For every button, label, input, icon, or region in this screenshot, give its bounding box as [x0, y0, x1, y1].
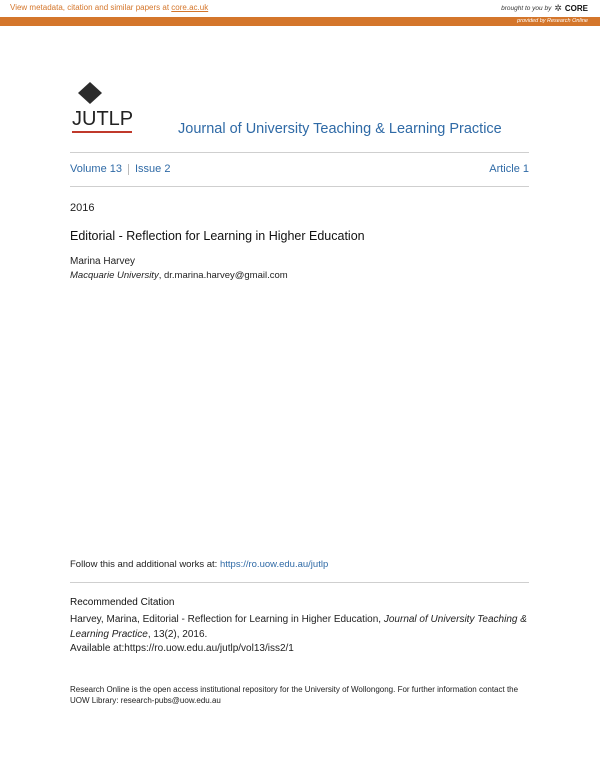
repository-footer: Research Online is the open access institutional repository for the University of Wollongong. For further information contact the UOW Library: research-pubs@uow.edu.au	[70, 685, 519, 705]
follow-text: Follow this and additional works at:	[70, 559, 220, 570]
brought-to-you-text: brought to you by	[501, 5, 552, 12]
issue-separator	[128, 164, 129, 175]
divider-bottom	[70, 186, 529, 187]
publication-year: 2016	[70, 202, 95, 214]
divider-top	[70, 152, 529, 153]
article-title: Editorial - Reflection for Learning in Higher Education	[70, 229, 365, 243]
issue-link[interactable]: Issue 2	[134, 163, 171, 175]
author-name: Marina Harvey	[70, 256, 136, 267]
affiliation-name: Macquarie University	[70, 270, 159, 281]
author-email: , dr.marina.harvey@gmail.com	[158, 270, 288, 281]
core-metadata-link[interactable]	[10, 3, 208, 12]
core-brought-by[interactable]	[501, 3, 588, 14]
core-banner	[0, 0, 600, 16]
citation-prefix: Harvey, Marina, Editorial - Reflection for Learning in Higher Education,	[70, 614, 384, 625]
logo-text: JUTLP	[72, 108, 134, 130]
article-link[interactable]: Article 1	[489, 163, 529, 175]
provided-by-bar	[0, 17, 600, 26]
volume-link[interactable]: Volume 13	[70, 163, 122, 175]
follow-line	[70, 559, 328, 570]
citation-text	[70, 612, 529, 642]
divider-citation	[70, 582, 529, 583]
follow-link[interactable]: https://ro.uow.edu.au/jutlp	[219, 559, 329, 570]
available-at: Available at:https://ro.uow.edu.au/jutlp/vol13/iss2/1	[70, 643, 294, 654]
provided-by-text[interactable]: provided by Research Online	[517, 18, 588, 24]
core-link-site[interactable]: core.ac.uk	[171, 3, 209, 12]
core-link-prefix: View metadata, citation and similar papers at	[10, 3, 172, 12]
core-logo-icon: ✲	[554, 3, 562, 13]
jutlp-logo-icon	[70, 82, 134, 138]
journal-title[interactable]: Journal of University Teaching & Learning Practice	[178, 121, 502, 137]
citation-heading: Recommended Citation	[70, 597, 175, 608]
core-label: CORE	[564, 4, 588, 13]
author-affiliation	[70, 270, 288, 281]
citation-journal: Journal of University Teaching & Learning Practice	[70, 614, 527, 640]
citation-suffix: , 13(2), 2016.	[147, 629, 208, 640]
issue-row	[70, 163, 529, 175]
